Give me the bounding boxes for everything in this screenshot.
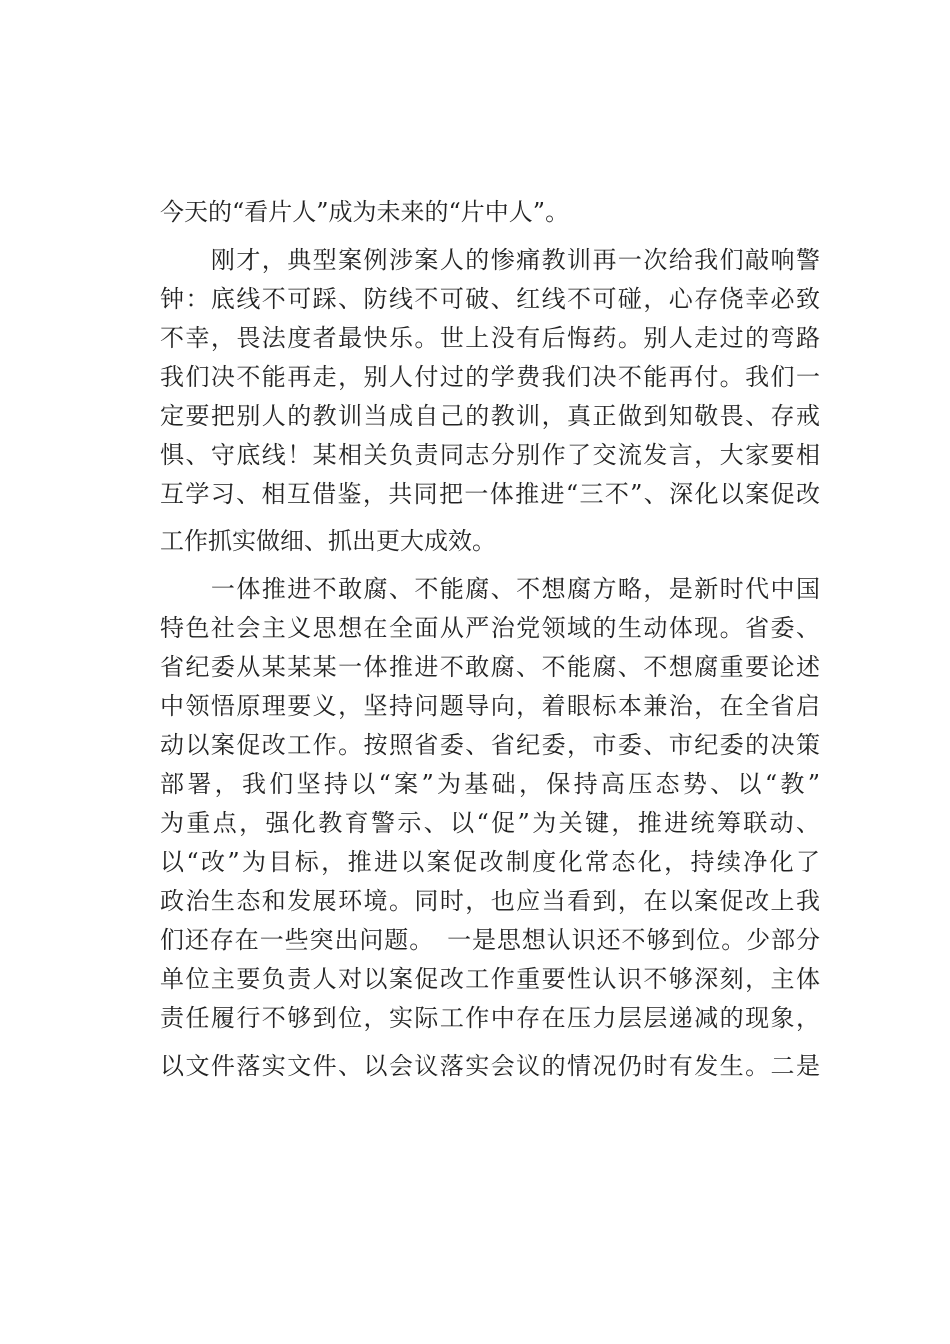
text-line-4: 不幸，畏法度者最快乐。世上没有后悔药。别人走过的弯路 — [160, 324, 820, 352]
text-line-14: 动以案促改工作。按照省委、省纪委，市委、市纪委的决策 — [160, 731, 820, 759]
text-line-13: 中领悟原理要义，坚持问题导向，着眼标本兼治，在全省启 — [160, 692, 820, 720]
text-line-15: 部署，我们坚持以“案”为基础，保持高压态势、以“教” — [160, 770, 820, 798]
text-line-10: 一体推进不敢腐、不能腐、不想腐方略，是新时代中国 — [160, 575, 820, 603]
text-line-17: 以“改”为目标，推进以案促改制度化常态化，持续净化了 — [160, 848, 820, 876]
text-line-20: 单位主要负责人对以案促改工作重要性认识不够深刻，主体 — [160, 965, 820, 993]
text-line-18: 政治生态和发展环境。同时，也应当看到，在以案促改上我 — [160, 887, 820, 915]
text-line-1: 今天的“看片人”成为未来的“片中人”。 — [160, 198, 570, 226]
text-line-19: 们还存在一些突出问题。 一是思想认识还不够到位。少部分 — [160, 926, 820, 954]
text-line-5: 我们决不能再走，别人付过的学费我们决不能再付。我们一 — [160, 363, 820, 391]
text-line-16: 为重点，强化教育警示、以“促”为关键，推进统筹联动、 — [160, 809, 820, 837]
text-line-11: 特色社会主义思想在全面从严治党领域的生动体现。省委、 — [160, 614, 820, 642]
text-line-21: 责任履行不够到位，实际工作中存在压力层层递减的现象， — [160, 1004, 820, 1032]
text-line-3: 钟：底线不可踩、防线不可破、红线不可碰，心存侥幸必致 — [160, 285, 820, 313]
text-line-8: 互学习、相互借鉴，共同把一体推进“三不”、深化以案促改 — [160, 480, 820, 508]
text-line-12: 省纪委从某某某一体推进不敢腐、不能腐、不想腐重要论述 — [160, 653, 820, 681]
text-line-7: 惧、守底线！某相关负责同志分别作了交流发言，大家要相 — [160, 441, 820, 469]
text-line-2: 刚才，典型案例涉案人的惨痛教训再一次给我们敲响警 — [160, 246, 820, 274]
text-line-6: 定要把别人的教训当成自己的教训，真正做到知敬畏、存戒 — [160, 402, 820, 430]
text-line-9: 工作抓实做细、抓出更大成效。 — [160, 527, 496, 555]
text-line-22: 以文件落实文件、以会议落实会议的情况仍时有发生。二是 — [160, 1052, 820, 1080]
